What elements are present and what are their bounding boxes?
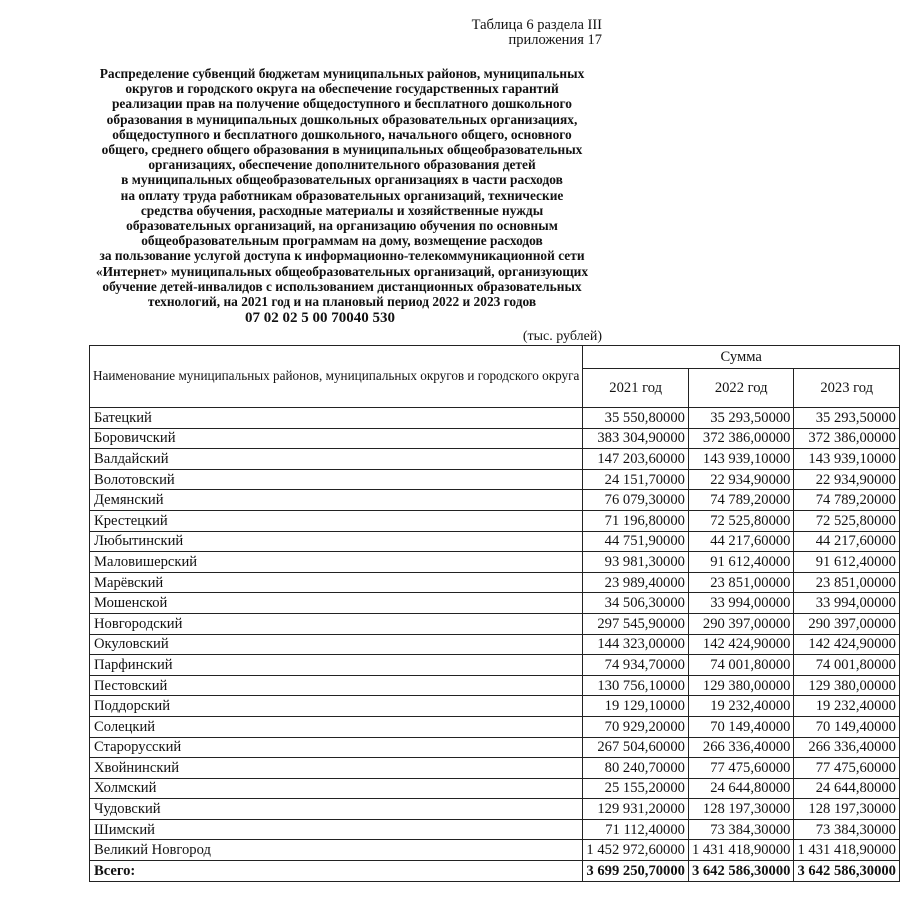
year-header-2021: 2021 год [583, 369, 689, 408]
amount-cell-2022: 72 525,80000 [688, 510, 794, 531]
amount-cell-2023: 1 431 418,90000 [794, 840, 900, 861]
district-name-cell: Батецкий [90, 408, 583, 429]
title-line: «Интернет» муниципальных общеобразовательных организаций, организующих [95, 263, 589, 279]
table-row [90, 408, 900, 429]
amount-cell-2023: 74 789,20000 [794, 490, 900, 511]
year-header-2023: 2023 год [794, 369, 900, 408]
table-row [90, 572, 900, 593]
district-name-cell: Демянский [90, 490, 583, 511]
title-line: округов и городского округа на обеспечение государственных гарантий [125, 81, 559, 97]
amount-cell-2023: 73 384,30000 [794, 819, 900, 840]
amount-cell-2022: 74 789,20000 [688, 490, 794, 511]
amount-cell-2023: 35 293,50000 [794, 408, 900, 429]
title-line: технологий, на 2021 год и на плановый период 2022 и 2023 годов [147, 294, 537, 310]
amount-cell-2023: 3 642 586,30000 [794, 861, 900, 882]
amount-cell-2023: 33 994,00000 [794, 593, 900, 614]
table-row [90, 696, 900, 717]
amount-cell-2021: 23 989,40000 [583, 572, 689, 593]
amount-cell-2023: 70 149,40000 [794, 716, 900, 737]
document-title [78, 66, 606, 309]
title-line: общедоступного и бесплатного дошкольного, начального общего, основного [112, 126, 572, 142]
district-name-cell: Великий Новгород [90, 840, 583, 861]
amount-cell-2021: 129 931,20000 [583, 799, 689, 820]
district-name-cell: Пестовский [90, 675, 583, 696]
title-line: обучение детей-инвалидов с использованием дистанционных образовательных [102, 278, 582, 294]
amount-cell-2021: 1 452 972,60000 [583, 840, 689, 861]
amount-cell-2022: 74 001,80000 [688, 655, 794, 676]
district-name-cell: Валдайский [90, 449, 583, 470]
table-row [90, 655, 900, 676]
district-name-cell: Шимский [90, 819, 583, 840]
amount-cell-2022: 35 293,50000 [688, 408, 794, 429]
amount-cell-2022: 22 934,90000 [688, 469, 794, 490]
amount-cell-2022: 290 397,00000 [688, 613, 794, 634]
district-name-cell: Маловишерский [90, 552, 583, 573]
amount-cell-2022: 372 386,00000 [688, 428, 794, 449]
amount-cell-2022: 19 232,40000 [688, 696, 794, 717]
amount-cell-2023: 142 424,90000 [794, 634, 900, 655]
sum-column-header: Сумма [583, 346, 900, 369]
amount-cell-2023: 77 475,60000 [794, 758, 900, 779]
amount-cell-2023: 74 001,80000 [794, 655, 900, 676]
amount-cell-2022: 33 994,00000 [688, 593, 794, 614]
table-row [90, 819, 900, 840]
table-row [90, 593, 900, 614]
amount-cell-2023: 23 851,00000 [794, 572, 900, 593]
amount-cell-2021: 74 934,70000 [583, 655, 689, 676]
table-row [90, 778, 900, 799]
table-row [90, 552, 900, 573]
district-name-cell: Солецкий [90, 716, 583, 737]
amount-cell-2022: 266 336,40000 [688, 737, 794, 758]
table-row [90, 799, 900, 820]
amount-cell-2023: 72 525,80000 [794, 510, 900, 531]
table-row [90, 531, 900, 552]
subventions-table [89, 345, 900, 882]
amount-cell-2021: 80 240,70000 [583, 758, 689, 779]
district-name-cell: Мошенской [90, 593, 583, 614]
district-name-cell: Хвойнинский [90, 758, 583, 779]
title-line: образовательных организаций, на организацию обучения по основным [126, 218, 558, 234]
title-line: в муниципальных общеобразовательных организациях в части расходов [121, 172, 563, 188]
district-name-cell: Парфинский [90, 655, 583, 676]
amount-cell-2021: 71 112,40000 [583, 819, 689, 840]
table-row [90, 634, 900, 655]
title-line: общеобразовательным программам на дому, возмещение расходов [141, 233, 543, 249]
table-row [90, 510, 900, 531]
district-name-cell: Холмский [90, 778, 583, 799]
amount-cell-2021: 24 151,70000 [583, 469, 689, 490]
amount-cell-2023: 266 336,40000 [794, 737, 900, 758]
budget-classification-code: 07 02 02 5 00 70040 530 [245, 310, 395, 326]
title-line: организациях, обеспечение дополнительного образования детей [148, 157, 536, 173]
table-row [90, 840, 900, 861]
table-row [90, 675, 900, 696]
amount-cell-2022: 77 475,60000 [688, 758, 794, 779]
amount-cell-2021: 147 203,60000 [583, 449, 689, 470]
name-column-header: Наименование муниципальных районов, муниципальных округов и городского округа [90, 346, 583, 408]
amount-cell-2021: 70 929,20000 [583, 716, 689, 737]
title-line: образования в муниципальных дошкольных образовательных организациях, [106, 111, 578, 127]
district-name-cell: Волотовский [90, 469, 583, 490]
amount-cell-2023: 143 939,10000 [794, 449, 900, 470]
amount-cell-2023: 91 612,40000 [794, 552, 900, 573]
amount-cell-2023: 372 386,00000 [794, 428, 900, 449]
table-row [90, 469, 900, 490]
amount-cell-2021: 71 196,80000 [583, 510, 689, 531]
year-header-2022: 2022 год [688, 369, 794, 408]
amount-cell-2021: 144 323,00000 [583, 634, 689, 655]
table-row [90, 428, 900, 449]
table-row [90, 490, 900, 511]
district-name-cell: Любытинский [90, 531, 583, 552]
amount-cell-2023: 128 197,30000 [794, 799, 900, 820]
title-line: за пользование услугой доступа к информационно-телекоммуникационной сети [99, 248, 585, 264]
district-name-cell: Боровичский [90, 428, 583, 449]
amount-cell-2023: 129 380,00000 [794, 675, 900, 696]
amount-cell-2023: 22 934,90000 [794, 469, 900, 490]
title-line: реализации прав на получение общедоступного и бесплатного дошкольного [111, 96, 572, 112]
district-name-cell: Новгородский [90, 613, 583, 634]
amount-cell-2022: 128 197,30000 [688, 799, 794, 820]
district-name-cell: Крестецкий [90, 510, 583, 531]
amount-cell-2022: 24 644,80000 [688, 778, 794, 799]
amount-cell-2021: 19 129,10000 [583, 696, 689, 717]
table-reference: Таблица 6 раздела III [471, 17, 602, 33]
title-line: общего, среднего общего образования в муниципальных общеобразовательных [101, 142, 583, 158]
district-name-cell: Всего: [90, 861, 583, 882]
amount-cell-2021: 25 155,20000 [583, 778, 689, 799]
total-row [90, 861, 900, 882]
amount-cell-2021: 93 981,30000 [583, 552, 689, 573]
amount-cell-2021: 383 304,90000 [583, 428, 689, 449]
amount-cell-2021: 3 699 250,70000 [583, 861, 689, 882]
units-label: (тыс. рублей) [522, 329, 602, 344]
amount-cell-2023: 19 232,40000 [794, 696, 900, 717]
title-line: на оплату труда работникам образовательных организаций, технические [120, 187, 564, 203]
amount-cell-2021: 35 550,80000 [583, 408, 689, 429]
amount-cell-2021: 34 506,30000 [583, 593, 689, 614]
table-row [90, 449, 900, 470]
table-row [90, 716, 900, 737]
appendix-reference: приложения 17 [508, 32, 602, 48]
amount-cell-2021: 76 079,30000 [583, 490, 689, 511]
amount-cell-2022: 129 380,00000 [688, 675, 794, 696]
table-row [90, 758, 900, 779]
amount-cell-2021: 297 545,90000 [583, 613, 689, 634]
amount-cell-2022: 44 217,60000 [688, 531, 794, 552]
amount-cell-2023: 290 397,00000 [794, 613, 900, 634]
table-row [90, 613, 900, 634]
district-name-cell: Поддорский [90, 696, 583, 717]
amount-cell-2022: 73 384,30000 [688, 819, 794, 840]
title-line: средства обучения, расходные материалы и хозяйственные нужды [140, 202, 544, 218]
amount-cell-2022: 23 851,00000 [688, 572, 794, 593]
district-name-cell: Окуловский [90, 634, 583, 655]
amount-cell-2022: 1 431 418,90000 [688, 840, 794, 861]
amount-cell-2021: 267 504,60000 [583, 737, 689, 758]
amount-cell-2022: 3 642 586,30000 [688, 861, 794, 882]
table-body [90, 408, 900, 882]
document-reference [472, 18, 602, 48]
title-line: Распределение субвенций бюджетам муниципальных районов, муниципальных [99, 66, 585, 81]
table-row [90, 737, 900, 758]
district-name-cell: Чудовский [90, 799, 583, 820]
district-name-cell: Марёвский [90, 572, 583, 593]
district-name-cell: Старорусский [90, 737, 583, 758]
amount-cell-2022: 142 424,90000 [688, 634, 794, 655]
amount-cell-2022: 143 939,10000 [688, 449, 794, 470]
amount-cell-2023: 44 217,60000 [794, 531, 900, 552]
amount-cell-2022: 70 149,40000 [688, 716, 794, 737]
amount-cell-2021: 44 751,90000 [583, 531, 689, 552]
amount-cell-2022: 91 612,40000 [688, 552, 794, 573]
amount-cell-2021: 130 756,10000 [583, 675, 689, 696]
amount-cell-2023: 24 644,80000 [794, 778, 900, 799]
